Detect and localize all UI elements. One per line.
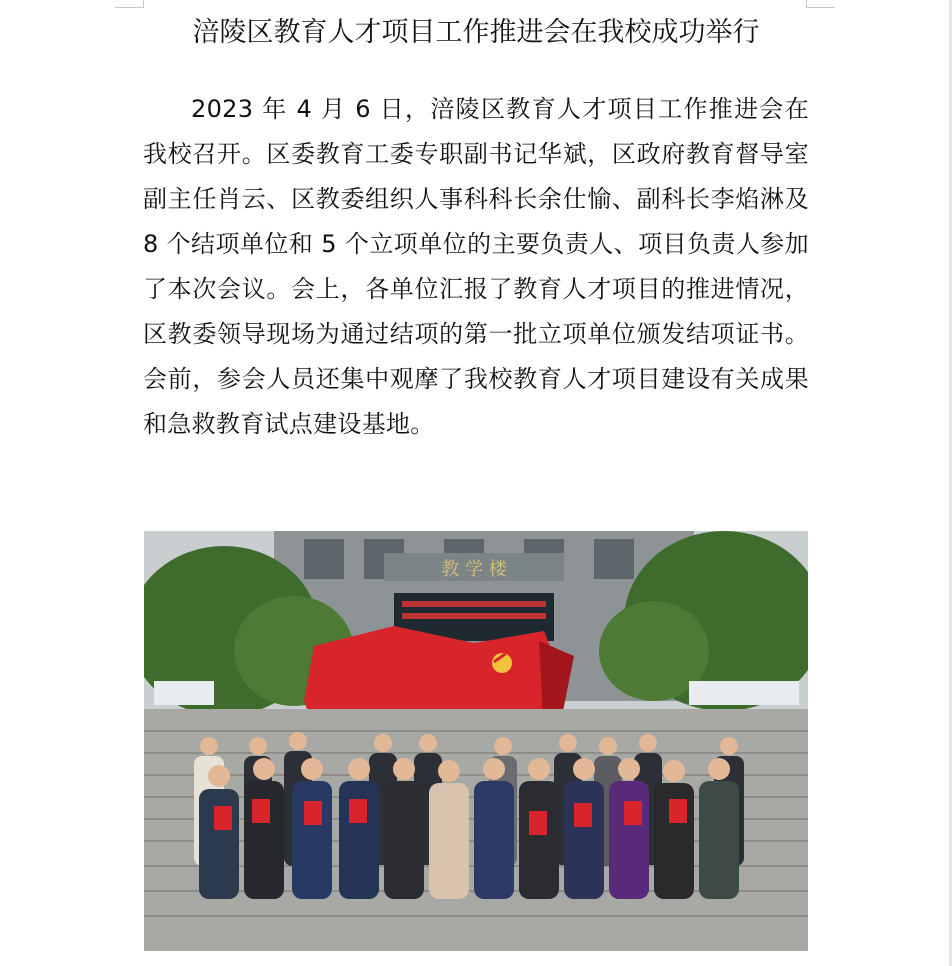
page-corner-mark-left bbox=[115, 0, 144, 8]
group-photo bbox=[144, 531, 808, 951]
page-corner-mark-right bbox=[806, 0, 835, 8]
article-body: 2023 年 4 月 6 日，涪陵区教育人才项目工作推进会在我校召开。区委教育工委专职副书记华斌，区政府教育督导室副主任肖云、区教委组织人事科科长余仕愉、副科长李焰淋及 8 个结项单位和 5 个立项单位的主要负责人、项目负责人参加了本次会议。会上，各单位汇报了教育人才项目的推进情况，区教委领导现场为通过结项的第一批立项单位颁发结项证书。会前，参会人员还集中观摩了我校教育人才项目建设有关成果和急救教育试点建设基地。 bbox=[143, 95, 809, 438]
article-title: 涪陵区教育人才项目工作推进会在我校成功举行 bbox=[192, 17, 760, 48]
building-sign-text: 教 学 楼 bbox=[441, 559, 507, 580]
people-front-row bbox=[199, 781, 739, 899]
